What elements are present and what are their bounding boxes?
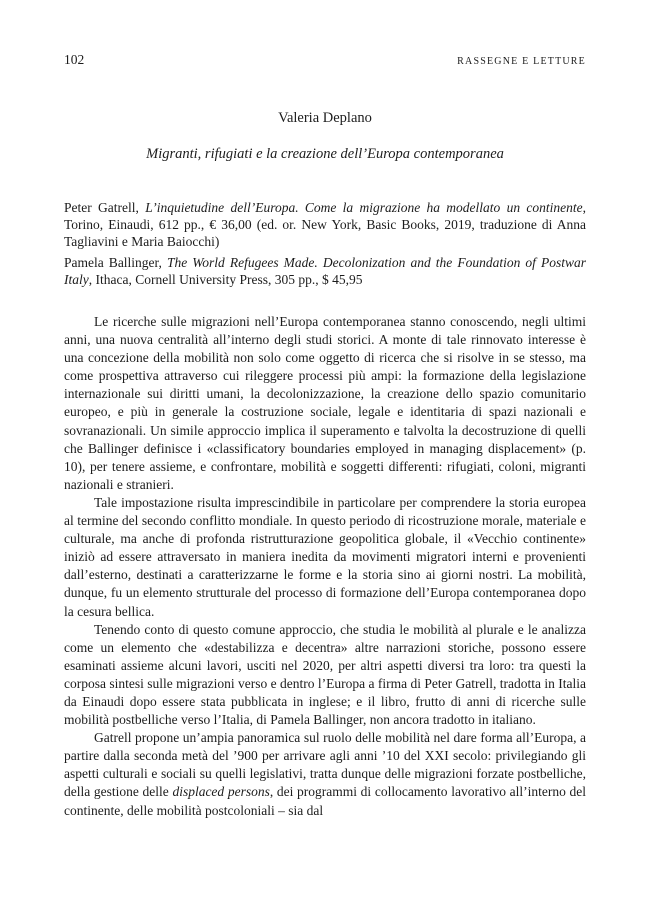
article-body — [64, 313, 586, 820]
body-paragraph: Tenendo conto di questo comune approccio, che studia le mobilità al plurale e le analizza come un elemento che «destabilizza e decentra» altre narrazioni storiche, possono essere esaminati assieme alcuni lavori, usciti nel 2020, per altri aspetti diversi tra loro: tra questi la corposa sintesi sulle migrazioni verso e dentro l’Europa a firma di Peter Gatrell, tradotta in Italia da Einaudi dopo essere stata pubblicata in inglese; e il libro, frutto di anni di ricerche sulle mobilità postbelliche verso l’Italia, di Pamela Ballinger, non ancora tradotto in italiano. — [64, 621, 586, 728]
book-reference — [64, 199, 586, 250]
reference-details: , Torino, Einaudi, 612 pp., € 36,00 (ed. or. New York, Basic Books, 2019, traduzione di Anna Tagliavini e Maria Baiocchi) — [64, 200, 586, 249]
article-author: Valeria Deplano — [278, 110, 372, 126]
reference-title: L’inquietudine dell’Europa. Come la migrazione ha modellato un continente — [145, 200, 583, 215]
paragraph-text: , dei programmi di collocamento lavorativo all’interno del continente, delle mobilità postcoloniali – sia dal — [64, 784, 586, 818]
italic-term: displaced persons — [172, 784, 270, 800]
reference-author: Pamela Ballinger, — [64, 255, 167, 270]
page-header — [64, 52, 586, 68]
reference-author: Peter Gatrell, — [64, 200, 146, 215]
body-paragraph — [64, 729, 586, 819]
body-paragraph: Le ricerche sulle migrazioni nell’Europa contemporanea stanno conoscendo, negli ultimi anni, una nuova centralità all’interno degli studi storici. A monte di tale rinnovato interesse è una concezione della mobilità non solo come oggetto di ricerca che si risolve in se stesso, ma come prospettiva attraverso cui rileggere processi più ampi: la formazione della legislazione internazionale sui diritti umani, la decolonizzazione, la creazione dello spazio comunitario europeo, e più in generale la costruzione sociale, legale e identitaria di spazi nazionali e sovranazionali. Un simile approccio implica il superamento e talvolta la decostruzione di quelli che Ballinger definisce i «classificatory boundaries employed in managing displacement» (p. 10), per tenere assieme, e confrontare, mobilità e soggetti differenti: rifugiati, coloni, migranti nazionali e stranieri. — [64, 314, 586, 492]
running-head: RASSEGNE E LETTURE — [457, 56, 586, 67]
body-paragraph: Tale impostazione risulta imprescindibile in particolare per comprendere la storia europea al termine del secondo conflitto mondiale. In questo periodo di ricostruzione morale, materiale e culturale, ma anche di profonda ristrutturazione geopolitica globale, il «Vecchio continente» iniziò ad essere attraversato in maniera inedita da movimenti migratori interni e provenienti dall’esterno, destinati a caratterizzarne le forme e la storia sino ai giorni nostri. La mobilità, dunque, fu un elemento strutturale del processo di formazione dell’Europa contemporanea dopo la cesura bellica. — [64, 494, 586, 619]
book-reference — [64, 254, 586, 288]
page-number: 102 — [64, 52, 85, 67]
reviewed-books — [64, 199, 586, 292]
reference-title: The World Refugees Made. Decolonization and the Foundation of Postwar Italy — [64, 255, 586, 287]
article-title: Migranti, rifugiati e la creazione dell’Europa contemporanea — [146, 146, 504, 162]
reference-details: , Ithaca, Cornell University Press, 305 pp., $ 45,95 — [88, 272, 363, 287]
paragraph-text: Gatrell propone un’ampia panoramica sul ruolo delle mobilità nel dare forma all’Europa, a partire dalla seconda metà del ’900 per arrivare agli anni ’10 del XXI secolo: privilegiando gli aspetti culturali e sociali su quelli legislativi, tratta dunque delle migrazioni forzate postbelliche, della gestione delle — [64, 730, 586, 800]
